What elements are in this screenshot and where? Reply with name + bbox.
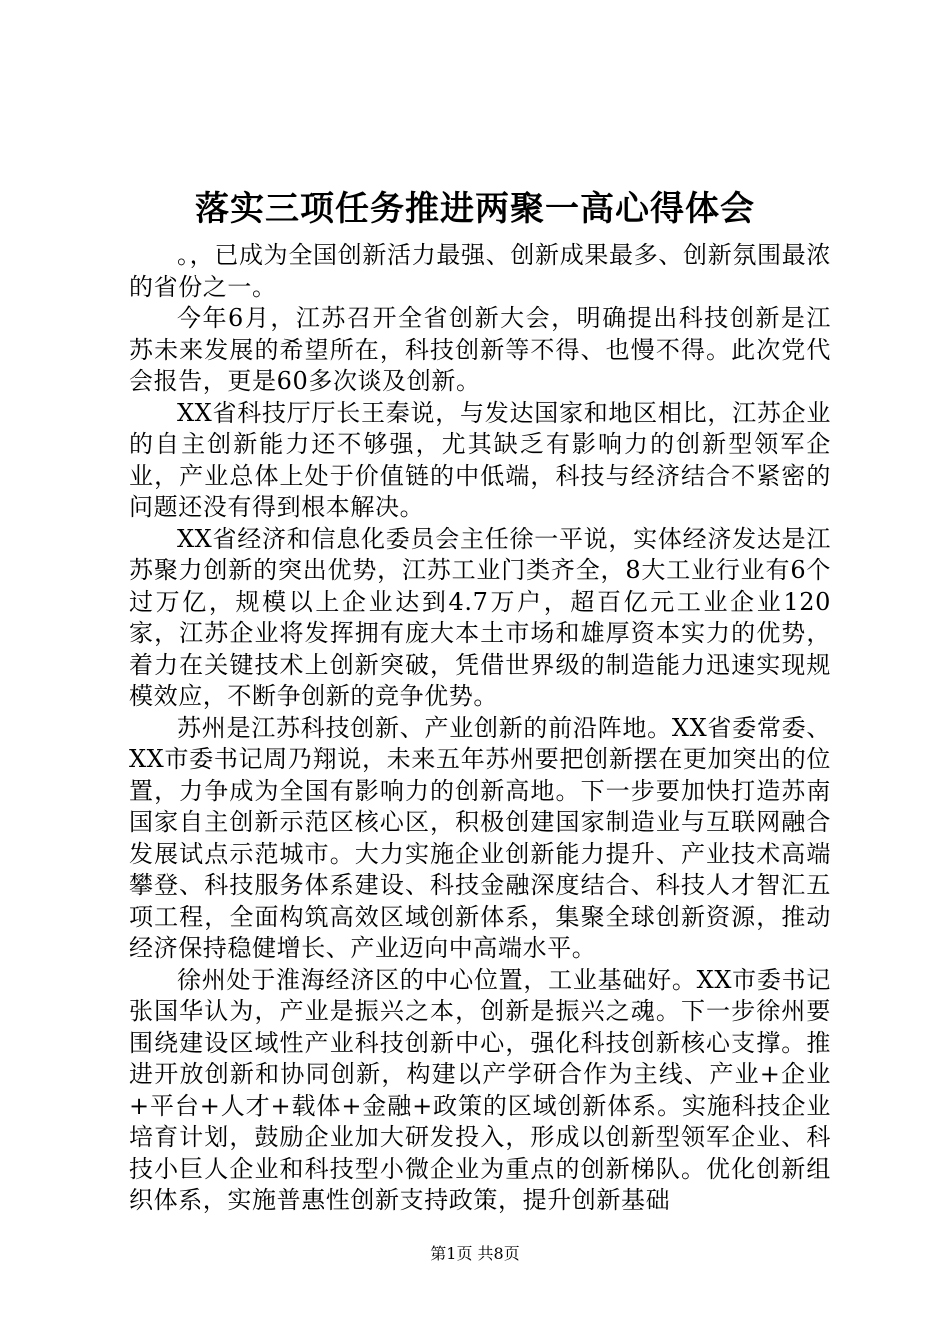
document-body bbox=[129, 240, 831, 1217]
paragraph: XX省经济和信息化委员会主任徐一平说，实体经济发达是江苏聚力创新的突出优势，江苏工业门类齐全，8大工业行业有6个过万亿，规模以上企业达到4.7万户，超百亿元工业企业120家，江苏企业将发挥拥有庞大本土市场和雄厚资本实力的优势，着力在关键技术上创新突破，凭借世界级的制造能力迅速实现规模效应，不断争创新的竞争优势。 bbox=[129, 524, 831, 710]
paragraph: 。，已成为全国创新活力最强、创新成果最多、创新氛围最浓的省份之一。 bbox=[129, 241, 831, 301]
paragraph: 苏州是江苏科技创新、产业创新的前沿阵地。XX省委常委、XX市委书记周乃翔说，未来五年苏州要把创新摆在更加突出的位置，力争成为全国有影响力的创新高地。下一步要加快打造苏南国家自主创新示范区核心区，积极创建国家制造业与互联网融合发展试点示范城市。大力实施企业创新能力提升、产业技术高端攀登、科技服务体系建设、科技金融深度结合、科技人才智汇五项工程，全面构筑高效区域创新体系，集聚全球创新资源，推动经济保持稳健增长、产业迈向中高端水平。 bbox=[129, 713, 831, 962]
paragraph: XX省科技厅厅长王秦说，与发达国家和地区相比，江苏企业的自主创新能力还不够强，尤其缺乏有影响力的创新型领军企业，产业总体上处于价值链的中低端，科技与经济结合不紧密的问题还没有得到根本解决。 bbox=[129, 398, 831, 521]
page-footer: 第1页 共8页 bbox=[430, 1244, 520, 1263]
paragraph: 徐州处于淮海经济区的中心位置，工业基础好。XX市委书记张国华认为，产业是振兴之本，创新是振兴之魂。下一步徐州要围绕建设区域性产业科技创新中心，强化科技创新核心支撑。推进开放创新和协同创新，构建以产学研合作为主线、产业+企业+平台+人才+载体+金融+政策的区域创新体系。实施科技企业培育计划，鼓励企业加大研发投入，形成以创新型领军企业、科技小巨人企业和科技型小微企业为重点的创新梯队。优化创新组织体系，实施普惠性创新支持政策，提升创新基础 bbox=[129, 965, 831, 1214]
paragraph: 今年6月，江苏召开全省创新大会，明确提出科技创新是江苏未来发展的希望所在，科技创新等不得、也慢不得。此次党代会报告，更是60多次谈及创新。 bbox=[129, 304, 831, 395]
document-title: 落实三项任务推进两聚一高心得体会 bbox=[195, 189, 755, 229]
